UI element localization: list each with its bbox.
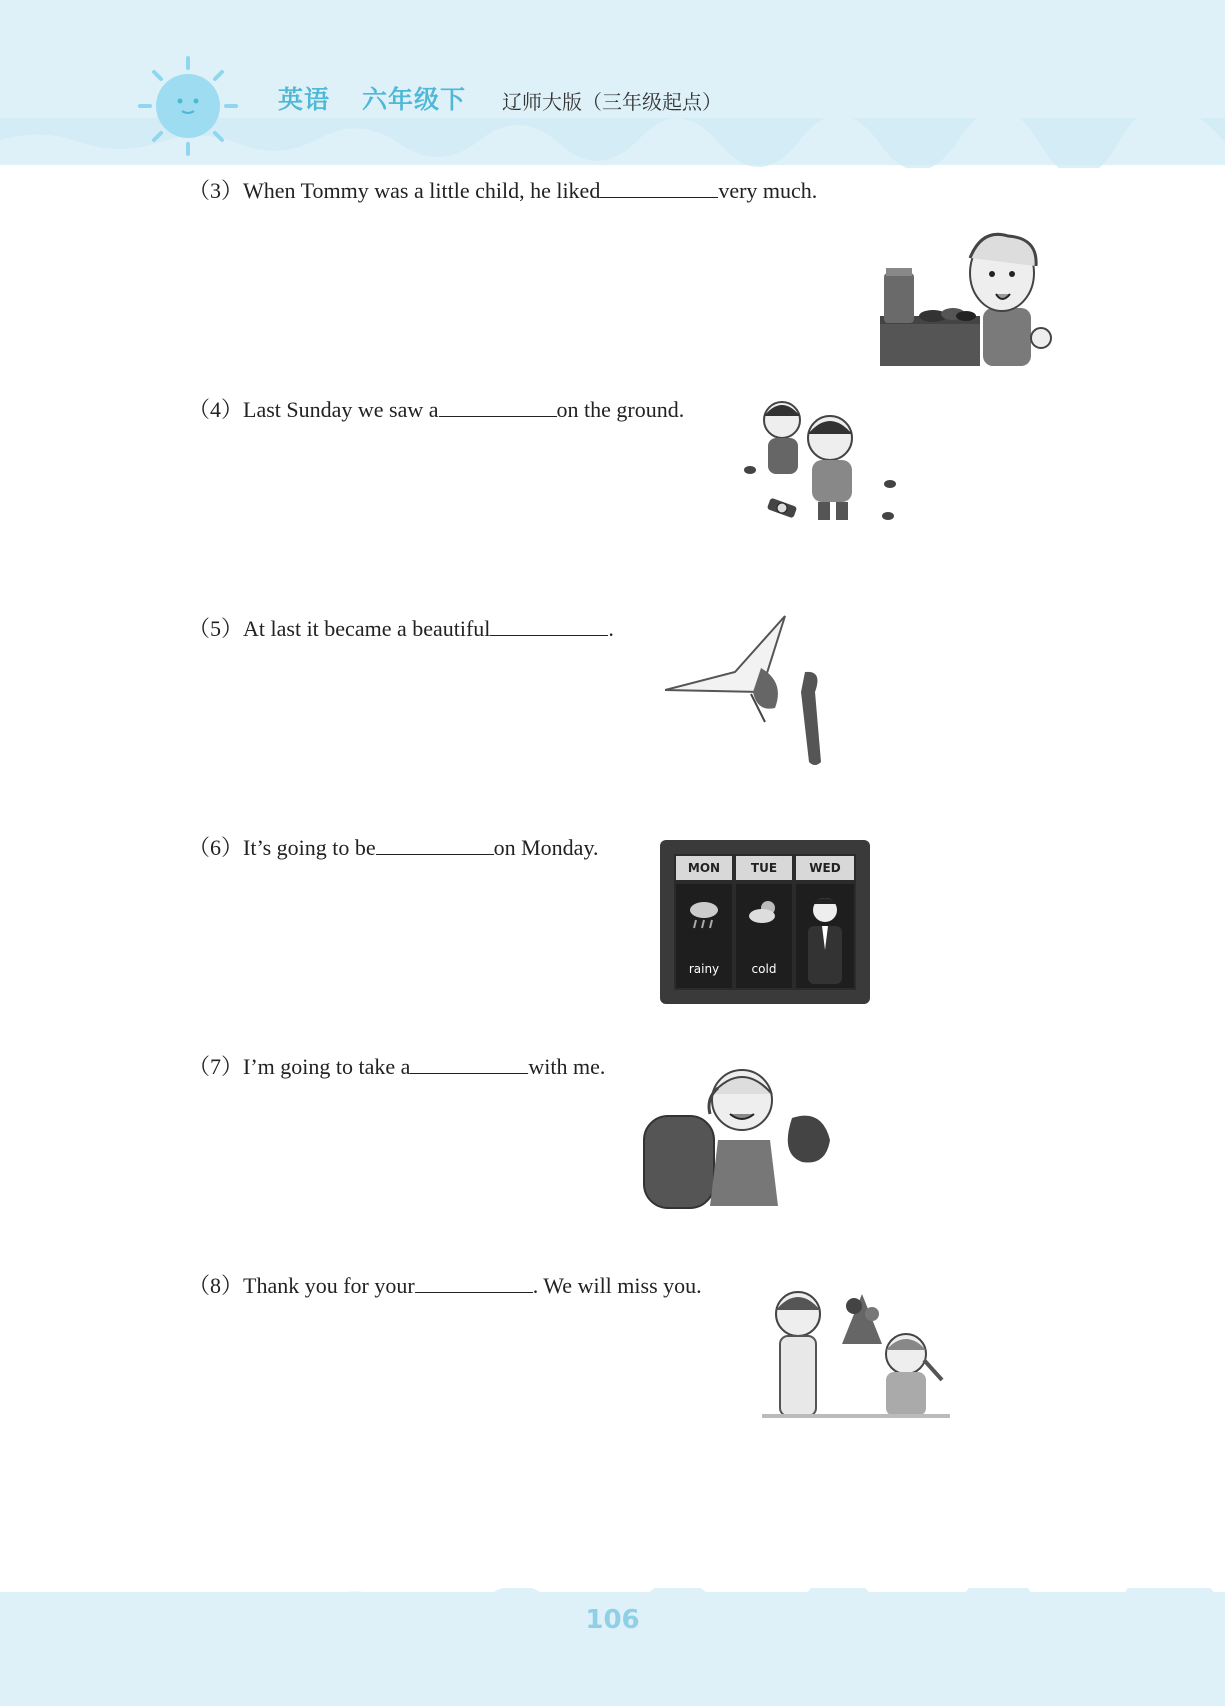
answer-blank[interactable] bbox=[439, 398, 557, 417]
question-8 bbox=[188, 1269, 702, 1300]
condition-label-mon: rainy bbox=[688, 962, 720, 976]
forecast-cell-mon bbox=[676, 884, 732, 988]
question-text-before: When Tommy was a little child, he liked bbox=[243, 178, 601, 203]
boy-eating-candy-illustration bbox=[878, 228, 1053, 368]
question-text-before: At last it became a beautiful bbox=[243, 616, 491, 641]
question-text-after: very much. bbox=[718, 178, 818, 203]
header-edition: 辽师大版（三年级起点） bbox=[502, 90, 722, 114]
answer-blank[interactable] bbox=[376, 836, 494, 855]
condition-label-tue: cold bbox=[751, 962, 777, 976]
question-text-after: . bbox=[608, 616, 614, 641]
question-number: （5） bbox=[188, 616, 244, 641]
answer-blank[interactable] bbox=[415, 1274, 533, 1293]
question-text-after: . We will miss you. bbox=[532, 1273, 702, 1298]
question-3 bbox=[188, 174, 817, 205]
question-number: （3） bbox=[188, 178, 244, 203]
question-6 bbox=[188, 831, 599, 862]
question-text-before: I’m going to take a bbox=[243, 1054, 411, 1079]
question-text-after: on Monday. bbox=[493, 835, 599, 860]
question-4 bbox=[188, 393, 684, 424]
question-7 bbox=[188, 1050, 605, 1081]
boys-find-watch-illustration bbox=[740, 398, 900, 526]
question-text-after: on the ground. bbox=[556, 397, 685, 422]
question-number: （7） bbox=[188, 1054, 244, 1079]
header-subject: 英语 bbox=[278, 85, 331, 114]
girls-giving-flowers-illustration bbox=[762, 1284, 950, 1420]
day-label-wed: WED bbox=[796, 856, 854, 880]
sun-cloud-icon bbox=[746, 896, 782, 932]
butterfly-cocoon-illustration bbox=[665, 612, 850, 770]
forecast-cell-wed bbox=[796, 884, 854, 988]
question-number: （6） bbox=[188, 835, 244, 860]
page-number: 106 bbox=[585, 1605, 640, 1635]
question-number: （4） bbox=[188, 397, 244, 422]
forecast-cell-tue bbox=[736, 884, 792, 988]
weather-forecast-tv-illustration bbox=[660, 840, 870, 1004]
question-text-before: Last Sunday we saw a bbox=[243, 397, 439, 422]
tv-screen bbox=[674, 854, 856, 990]
weather-presenter-icon bbox=[802, 890, 848, 986]
girl-packing-clothes-illustration bbox=[642, 1058, 838, 1214]
question-5 bbox=[188, 612, 614, 643]
day-label-tue: TUE bbox=[736, 856, 792, 880]
answer-blank[interactable] bbox=[600, 179, 718, 198]
question-text-before: Thank you for your bbox=[243, 1273, 415, 1298]
answer-blank[interactable] bbox=[410, 1055, 528, 1074]
question-text-before: It’s going to be bbox=[243, 835, 376, 860]
sun-logo-icon bbox=[138, 56, 238, 156]
rain-cloud-icon bbox=[686, 896, 722, 932]
header-grade: 六年级下 bbox=[362, 85, 467, 114]
answer-blank[interactable] bbox=[490, 617, 608, 636]
question-number: （8） bbox=[188, 1273, 244, 1298]
question-text-after: with me. bbox=[528, 1054, 606, 1079]
day-label-mon: MON bbox=[676, 856, 732, 880]
